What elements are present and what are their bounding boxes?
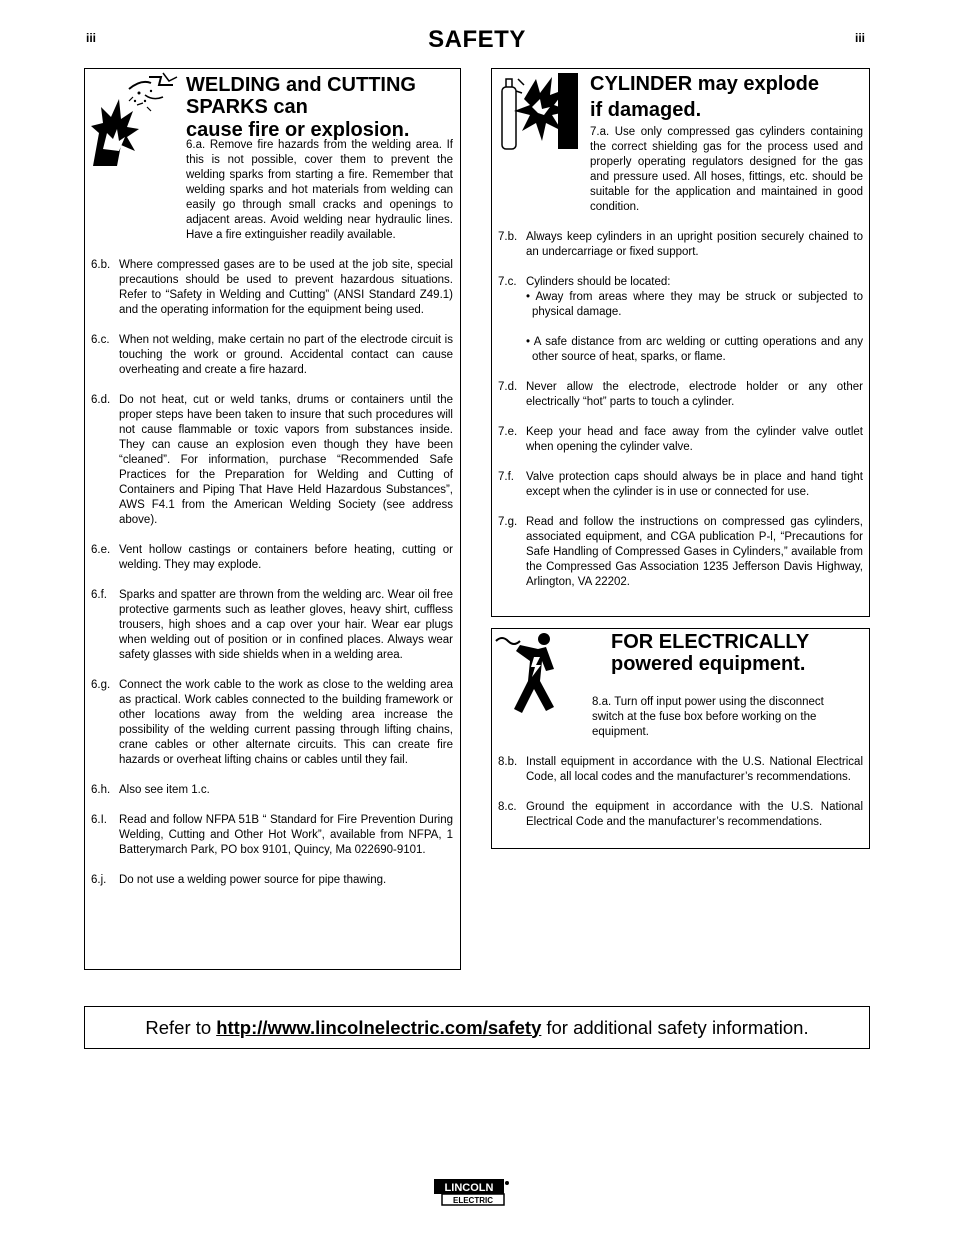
- refer-suffix: for additional safety information.: [546, 1016, 809, 1038]
- item-text: Remove fire hazards from the welding area. If this is not possible, cover them to prevent the welding sparks from starting a fire. Remember that welding sparks and hot materials from welding can easily go through small cracks and openings to adjacent areas. Avoid welding near hydraulic lines. Have a fire extinguisher readily available.: [186, 139, 453, 241]
- list-item: [91, 333, 453, 378]
- list-item: [91, 543, 453, 573]
- item-number: 8.a.: [592, 696, 612, 708]
- item-number: 6.b.: [91, 259, 111, 271]
- refer-banner: [84, 1006, 870, 1049]
- page-number-left: iii: [86, 31, 97, 45]
- safety-link[interactable]: http://www.lincolnelectric.com/safety: [216, 1016, 542, 1038]
- welding-heading-line-1: WELDING and CUTTING: [186, 74, 416, 96]
- item-text: Do not heat, cut or weld tanks, drums or containers until the proper steps have been taken to insure that such procedures will not cause flammable or toxic vapors from substances inside. They can cause an explosion even though they have been “cleaned”. For information, purchase “Recommended Safe Practices for the Preparation for Welding and Cutting of Containers and Piping That Have Held Hazardous Substances”, AWS F4.1 from the American Welding Society (see address above).: [119, 394, 453, 526]
- item-text: Do not use a welding power source for pipe thawing.: [119, 874, 387, 886]
- item-text: When not welding, make certain no part of the electrode circuit is touching the work or ground. Accidental contact can cause overheating and create a fire hazard.: [119, 334, 453, 376]
- bullet-item: • Away from areas where they may be struck or subjected to physical damage.: [526, 291, 863, 318]
- item-number: 6.I.: [91, 814, 107, 826]
- list-item: [91, 393, 453, 528]
- item-text: Turn off input power using the disconnect switch at the fuse box before working on the equipment.: [592, 696, 824, 738]
- item-number: 6.h.: [91, 784, 111, 796]
- list-item: [498, 275, 863, 365]
- electrical-heading-line-2: powered equipment.: [611, 653, 806, 676]
- welding-sparks-section: [84, 68, 461, 970]
- welding-heading-line-2: SPARKS can: [186, 96, 308, 119]
- item-text: Always keep cylinders in an upright position securely chained to an undercarriage or fixed support.: [526, 231, 863, 258]
- item-text: Read and follow NFPA 51B “ Standard for Fire Prevention During Welding, Cutting and Other Hot Work”, available from NFPA, 1 Batterymarch Park, PO box 9101, Quincy, Ma 022690-9101.: [119, 814, 453, 856]
- list-item: [498, 755, 863, 785]
- refer-prefix: Refer to: [145, 1016, 212, 1038]
- cylinder-items-list: [498, 125, 863, 605]
- item-text: Keep your head and face away from the cylinder valve outlet when opening the cylinder valve.: [526, 426, 863, 453]
- item-number: 8.b.: [498, 756, 518, 768]
- logo-line-2: ELECTRIC: [453, 1196, 493, 1205]
- cylinder-heading-line-2: if damaged.: [590, 99, 702, 121]
- page-title: SAFETY: [428, 26, 526, 53]
- bullet-item: • A safe distance from arc welding or cutting operations and any other source of heat, sparks, or flame.: [526, 336, 863, 363]
- item-text: Cylinders should be located:: [526, 276, 671, 288]
- item-text: Also see item 1.c.: [119, 784, 210, 796]
- item-number: 7.a.: [590, 126, 610, 138]
- item-number: 7.d.: [498, 381, 518, 393]
- item-number: 7.e.: [498, 426, 518, 438]
- electrical-heading-line-1: FOR ELECTRICALLY: [611, 631, 810, 653]
- electrical-items-list: [498, 695, 863, 845]
- item-text: Read and follow the instructions on compressed gas cylinders, associated equipment, and CGA publication P-l, “Precautions for Safe Handling of Compressed Gases in Cylinders,” available from the Compressed Gas Association 1235 Jefferson Davis Highway, Arlington, VA 22202.: [526, 516, 863, 588]
- item-number: 7.f.: [498, 471, 514, 483]
- item-number: 6.f.: [91, 589, 107, 601]
- item-text: Vent hollow castings or containers before heating, cutting or welding. They may explode.: [119, 544, 453, 571]
- item-number: 6.e.: [91, 544, 111, 556]
- lincoln-electric-logo: [433, 1178, 511, 1207]
- item-text: Ground the equipment in accordance with the U.S. National Electrical Code and the manufacturer’s recommendations.: [526, 801, 863, 828]
- item-number: 6.g.: [91, 679, 111, 691]
- refer-text: [85, 1007, 869, 1048]
- list-item: [91, 258, 453, 318]
- item-number: 6.c.: [91, 334, 110, 346]
- item-number: 7.b.: [498, 231, 518, 243]
- item-text: Use only compressed gas cylinders containing the correct shielding gas for the process used and properly operating regulators designed for the gas and pressure used. All hoses, fittings, etc. should be suitable for the application and maintained in good condition.: [590, 126, 863, 213]
- list-item: [91, 138, 453, 243]
- list-item: [91, 588, 453, 663]
- item-number: 7.c.: [498, 276, 517, 288]
- page-number-right: iii: [855, 31, 866, 45]
- welding-heading-line-3: cause fire or explosion.: [186, 118, 410, 141]
- item-text: Connect the work cable to the work as close to the welding area as practical. Work cables connected to the building framework or other locations away from the welding area increase the possibility of the welding current passing through lifting chains, crane cables or other alternate circuits. This can create fire hazards or overheat lifting chains or cables until they fail.: [119, 679, 453, 766]
- welding-items-list: [91, 138, 453, 903]
- list-item: [498, 695, 863, 740]
- list-item: [91, 678, 453, 768]
- item-number: 8.c.: [498, 801, 517, 813]
- item-text: Never allow the electrode, electrode holder or any other electrically “hot” parts to touch a cylinder.: [526, 381, 863, 408]
- item-number: 6.a.: [186, 139, 206, 151]
- list-item: [498, 425, 863, 455]
- item-text: Sparks and spatter are thrown from the welding arc. Wear oil free protective garments such as leather gloves, heavy shirt, cuffless trousers, high shoes and a cap over your hair. Wear ear plugs when welding out of position or in confined places. Always wear safety glasses with side shields when in a welding area.: [119, 589, 453, 661]
- item-number: 7.g.: [498, 516, 518, 528]
- item-text: Install equipment in accordance with the U.S. National Electrical Code, all local codes and the manufacturer’s recommendations.: [526, 756, 863, 783]
- cylinder-section: [491, 68, 870, 617]
- item-number: 6.j.: [91, 874, 107, 886]
- list-item: [498, 470, 863, 500]
- welding-heading: [186, 74, 416, 141]
- item-number: 6.d.: [91, 394, 111, 406]
- electrical-heading: [611, 631, 809, 676]
- electrical-section: [491, 628, 870, 849]
- list-item: [498, 230, 863, 260]
- list-item: [91, 813, 453, 858]
- list-item: [498, 515, 863, 590]
- cylinder-heading-line-1: CYLINDER may explode: [590, 73, 819, 95]
- list-item: [91, 873, 453, 888]
- list-item: [498, 380, 863, 410]
- list-item: [91, 783, 453, 798]
- logo-line-1: LINCOLN: [444, 1182, 494, 1194]
- item-text: Where compressed gases are to be used at the job site, special precautions should be used to prevent hazardous situations. Refer to “Safety in Welding and Cutting” (ANSI Standard Z49.1) and the operating information for the equipment being used.: [119, 259, 453, 316]
- item-text: Valve protection caps should always be in place and hand tight except when the cylinder is in use or connected for use.: [526, 471, 863, 498]
- cylinder-heading: [590, 71, 819, 123]
- list-item: [498, 125, 863, 215]
- list-item: [498, 800, 863, 830]
